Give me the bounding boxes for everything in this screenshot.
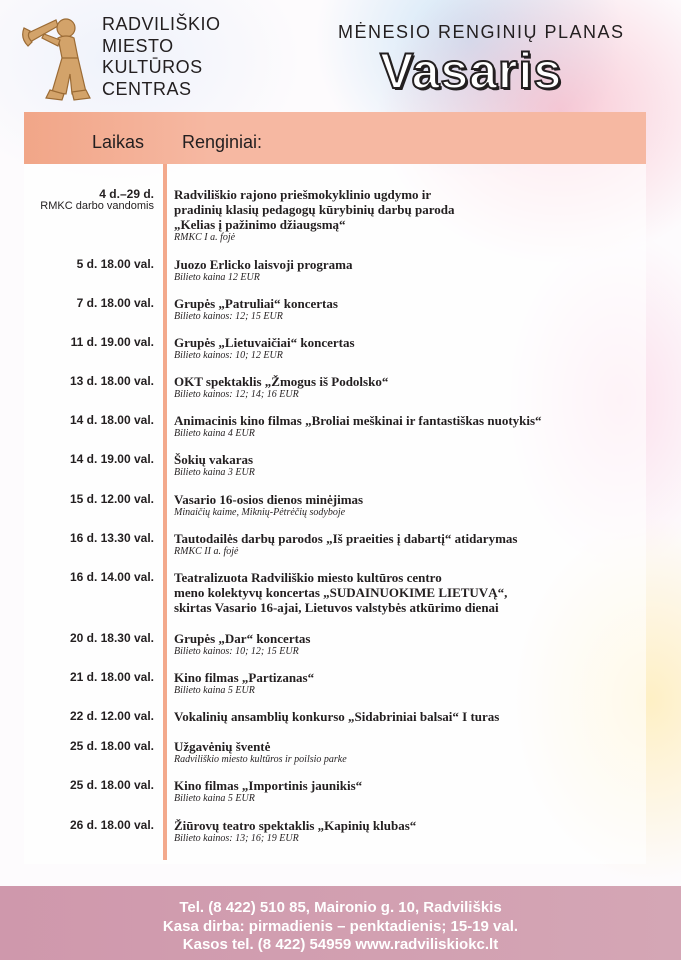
event-note: Bilieto kainos: 12; 14; 16 EUR <box>174 389 299 400</box>
event-time: 14 d. 19.00 val. <box>69 452 154 466</box>
event-title: pradinių klasių pedagogų kūrybinių darbų paroda <box>174 202 455 217</box>
event-details <box>174 818 624 845</box>
event-time: 25 d. 18.00 val. <box>69 739 154 753</box>
logo-line: RADVILIŠKIO <box>102 14 221 34</box>
event-title: Šokių vakaras <box>174 452 254 467</box>
event-note: Radviliškio miesto kultūros ir poilsio parke <box>174 754 347 765</box>
event-title: Vasario 16-osios dienos minėjimas <box>174 492 364 507</box>
event-details <box>174 492 624 519</box>
event-details <box>174 374 624 401</box>
table-header <box>24 112 646 164</box>
event-note: Minaičių kaime, Miknių-Pėtrėčių sodyboje <box>174 507 346 518</box>
event-details <box>174 778 624 805</box>
event-details <box>174 257 624 284</box>
event-details <box>174 670 624 697</box>
event-time: 25 d. 18.00 val. <box>69 778 154 792</box>
event-title: Juozo Erlicko laisvoji programa <box>174 257 353 272</box>
event-note: Bilieto kaina 12 EUR <box>174 272 260 283</box>
event-time: 16 d. 14.00 val. <box>69 570 154 584</box>
column-divider <box>163 164 167 860</box>
event-note: Bilieto kainos: 10; 12; 15 EUR <box>174 646 299 657</box>
event-time: 20 d. 18.30 val. <box>69 631 154 645</box>
event-note: Bilieto kainos: 10; 12 EUR <box>174 350 283 361</box>
event-time: 14 d. 18.00 val. <box>69 413 154 427</box>
event-title: OKT spektaklis „Žmogus iš Podolsko“ <box>174 374 389 389</box>
plan-title: MĖNESIO RENGINIŲ PLANAS <box>338 22 625 42</box>
logo-text <box>102 14 221 100</box>
event-title: Kino filmas „Importinis jaunikis“ <box>174 778 363 793</box>
footer-hours: Kasa dirba: pirmadienis – penktadienis; 15-19 val. <box>162 917 519 935</box>
event-title: „Kelias į pažinimo džiaugsmą“ <box>174 217 346 232</box>
trumpeter-figure-icon <box>22 14 92 102</box>
event-details <box>174 413 624 440</box>
event-note: Bilieto kaina 5 EUR <box>174 793 255 804</box>
event-title: Kino filmas „Partizanas“ <box>174 670 315 685</box>
event-title: Vokalinių ansamblių konkurso „Sidabriniai balsai“ I turas <box>174 709 500 724</box>
event-title: Tautodailės darbų parodos „Iš praeities į dabartį“ atidarymas <box>174 531 518 546</box>
event-title: Animacinis kino filmas „Broliai meškinai ir fantastiškas nuotykis“ <box>174 413 542 428</box>
column-header-events: Renginiai: <box>182 132 263 152</box>
month-title: Vasaris <box>380 43 563 99</box>
event-note: RMKC I a. fojė <box>174 232 236 243</box>
event-title: skirtas Vasario 16-ajai, Lietuvos valstybės atkūrimo dienai <box>174 600 499 615</box>
event-time: 7 d. 18.00 val. <box>76 296 154 310</box>
event-details <box>174 709 624 724</box>
event-details <box>174 187 624 244</box>
event-time: 15 d. 12.00 val. <box>69 492 154 506</box>
event-title: Žiūrovų teatro spektaklis „Kapinių klubas“ <box>174 818 417 833</box>
event-time: 16 d. 13.30 val. <box>69 531 154 545</box>
event-time: 11 d. 19.00 val. <box>70 335 154 349</box>
event-note: Bilieto kainos: 13; 16; 19 EUR <box>174 833 299 844</box>
logo-line: CENTRAS <box>102 78 192 99</box>
event-time: 4 d.–29 d. <box>99 187 154 201</box>
logo-line: MIESTO <box>102 35 174 56</box>
event-title: meno kolektyvų koncertas „SUDAINUOKIME LIETUVĄ“, <box>174 585 508 600</box>
event-note: Bilieto kaina 5 EUR <box>174 685 255 696</box>
footer-contacts: Tel. (8 422) 510 85, Maironio g. 10, Radviliškis <box>179 899 502 916</box>
event-details <box>174 739 624 766</box>
event-title: Užgavėnių šventė <box>174 739 271 754</box>
event-title: Grupės „Dar“ koncertas <box>174 631 311 646</box>
event-time: 13 d. 18.00 val. <box>69 374 154 388</box>
event-note: RMKC II a. fojė <box>174 546 239 557</box>
event-title: Grupės „Lietuvaičiai“ koncertas <box>174 335 355 350</box>
event-time: 5 d. 18.00 val. <box>76 257 154 271</box>
event-details <box>174 570 624 615</box>
event-note: Bilieto kainos: 12; 15 EUR <box>174 311 283 322</box>
event-details <box>174 452 624 479</box>
footer <box>0 886 681 960</box>
event-details <box>174 335 624 362</box>
column-header-time: Laikas <box>92 132 145 152</box>
event-title: Teatralizuota Radviliškio miesto kultūros centro <box>174 570 442 585</box>
event-time: 21 d. 18.00 val. <box>69 670 154 684</box>
event-title: Radviliškio rajono priešmokyklinio ugdymo ir <box>174 187 432 202</box>
events-table <box>24 112 646 864</box>
footer-box-office: Kasos tel. (8 422) 54959 www.radviliskiokc.lt <box>182 936 499 953</box>
event-title: Grupės „Patruliai“ koncertas <box>174 296 338 311</box>
event-details <box>174 296 624 323</box>
event-time-note: RMKC darbo vandomis <box>40 200 154 212</box>
event-note: Bilieto kaina 3 EUR <box>174 467 255 478</box>
event-time: 26 d. 18.00 val. <box>69 818 154 832</box>
event-time: 22 d. 12.00 val. <box>69 709 154 723</box>
event-details <box>174 631 624 658</box>
logo-line: KULTŪROS <box>102 57 203 77</box>
event-details <box>174 531 624 558</box>
event-note: Bilieto kaina 4 EUR <box>174 428 255 439</box>
